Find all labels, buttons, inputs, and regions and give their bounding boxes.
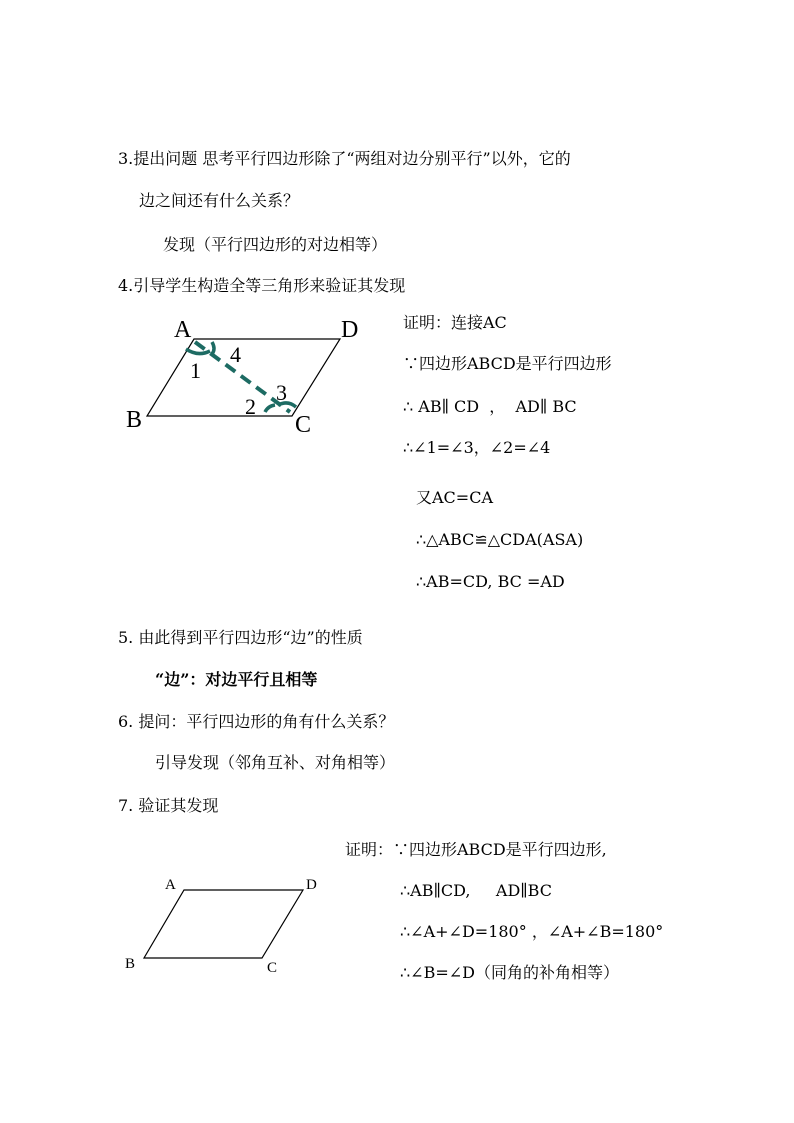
angle-arc-4 [212,342,214,354]
s4-proof-line-5: 又AC=CA [416,488,494,507]
s4-proof-line-2: ∵四边形ABCD是平行四边形 [403,354,612,373]
s4-proof-line-3: ∴ AB∥ CD ， AD∥ BC [403,397,577,416]
s4-proof-line-7: ∴AB=CD, BC =AD [416,572,565,591]
s4-proof-line-6: ∴△ABC≌△CDA(ASA) [416,530,584,549]
s3-finding: 发现（平行四边形的对边相等） [163,235,388,254]
s7-proof-line-4: ∴∠B=∠D（同角的补角相等） [400,963,619,982]
parallelogram-figure-1 [118,308,358,438]
parallelogram-figure-2 [118,870,328,980]
s7-proof-line-2: ∴AB∥CD, AD∥BC [400,881,552,900]
s5-title: 5. 由此得到平行四边形“边”的性质 [118,628,363,647]
angle-arc-1 [186,349,210,354]
vertex-label-c: C [295,412,312,438]
s7-proof-line-1: 证明：∵四边形ABCD是平行四边形, [345,840,607,859]
angle-label-1: 1 [190,358,201,383]
s4-proof-line-1: 证明：连接AC [403,313,507,332]
s6-guide: 引导发现（邻角互补、对角相等） [155,753,396,772]
angle-label-4: 4 [230,342,241,367]
s3-line2: 边之间还有什么关系？ [139,191,300,210]
s4-proof-line-4: ∴∠1=∠3，∠2=∠4 [403,438,551,457]
vertex-label-a: A [174,317,192,343]
vertex-label-d: D [341,317,358,343]
s6-title: 6. 提问：平行四边形的角有什么关系？ [118,712,395,731]
s3-line1: 3.提出问题 思考平行四边形除了“两组对边分别平行”以外，它的 [118,149,571,168]
s5-property: “边”：对边平行且相等 [155,670,318,689]
angle-arc-2 [265,405,275,412]
vertex-label-a-2: A [165,877,176,893]
vertex-label-b-2: B [125,956,136,972]
vertex-label-d-2: D [306,877,317,893]
angle-label-2: 2 [245,394,256,419]
s4-title: 4.引导学生构造全等三角形来验证其发现 [118,276,406,295]
s7-title: 7. 验证其发现 [118,796,219,815]
vertex-label-c-2: C [267,960,278,976]
angle-label-3: 3 [276,380,287,405]
s7-proof-line-3: ∴∠A+∠D=180° ，∠A+∠B=180° [400,922,664,941]
parallelogram-abcd-2 [144,890,303,958]
vertex-label-b: B [126,407,143,433]
